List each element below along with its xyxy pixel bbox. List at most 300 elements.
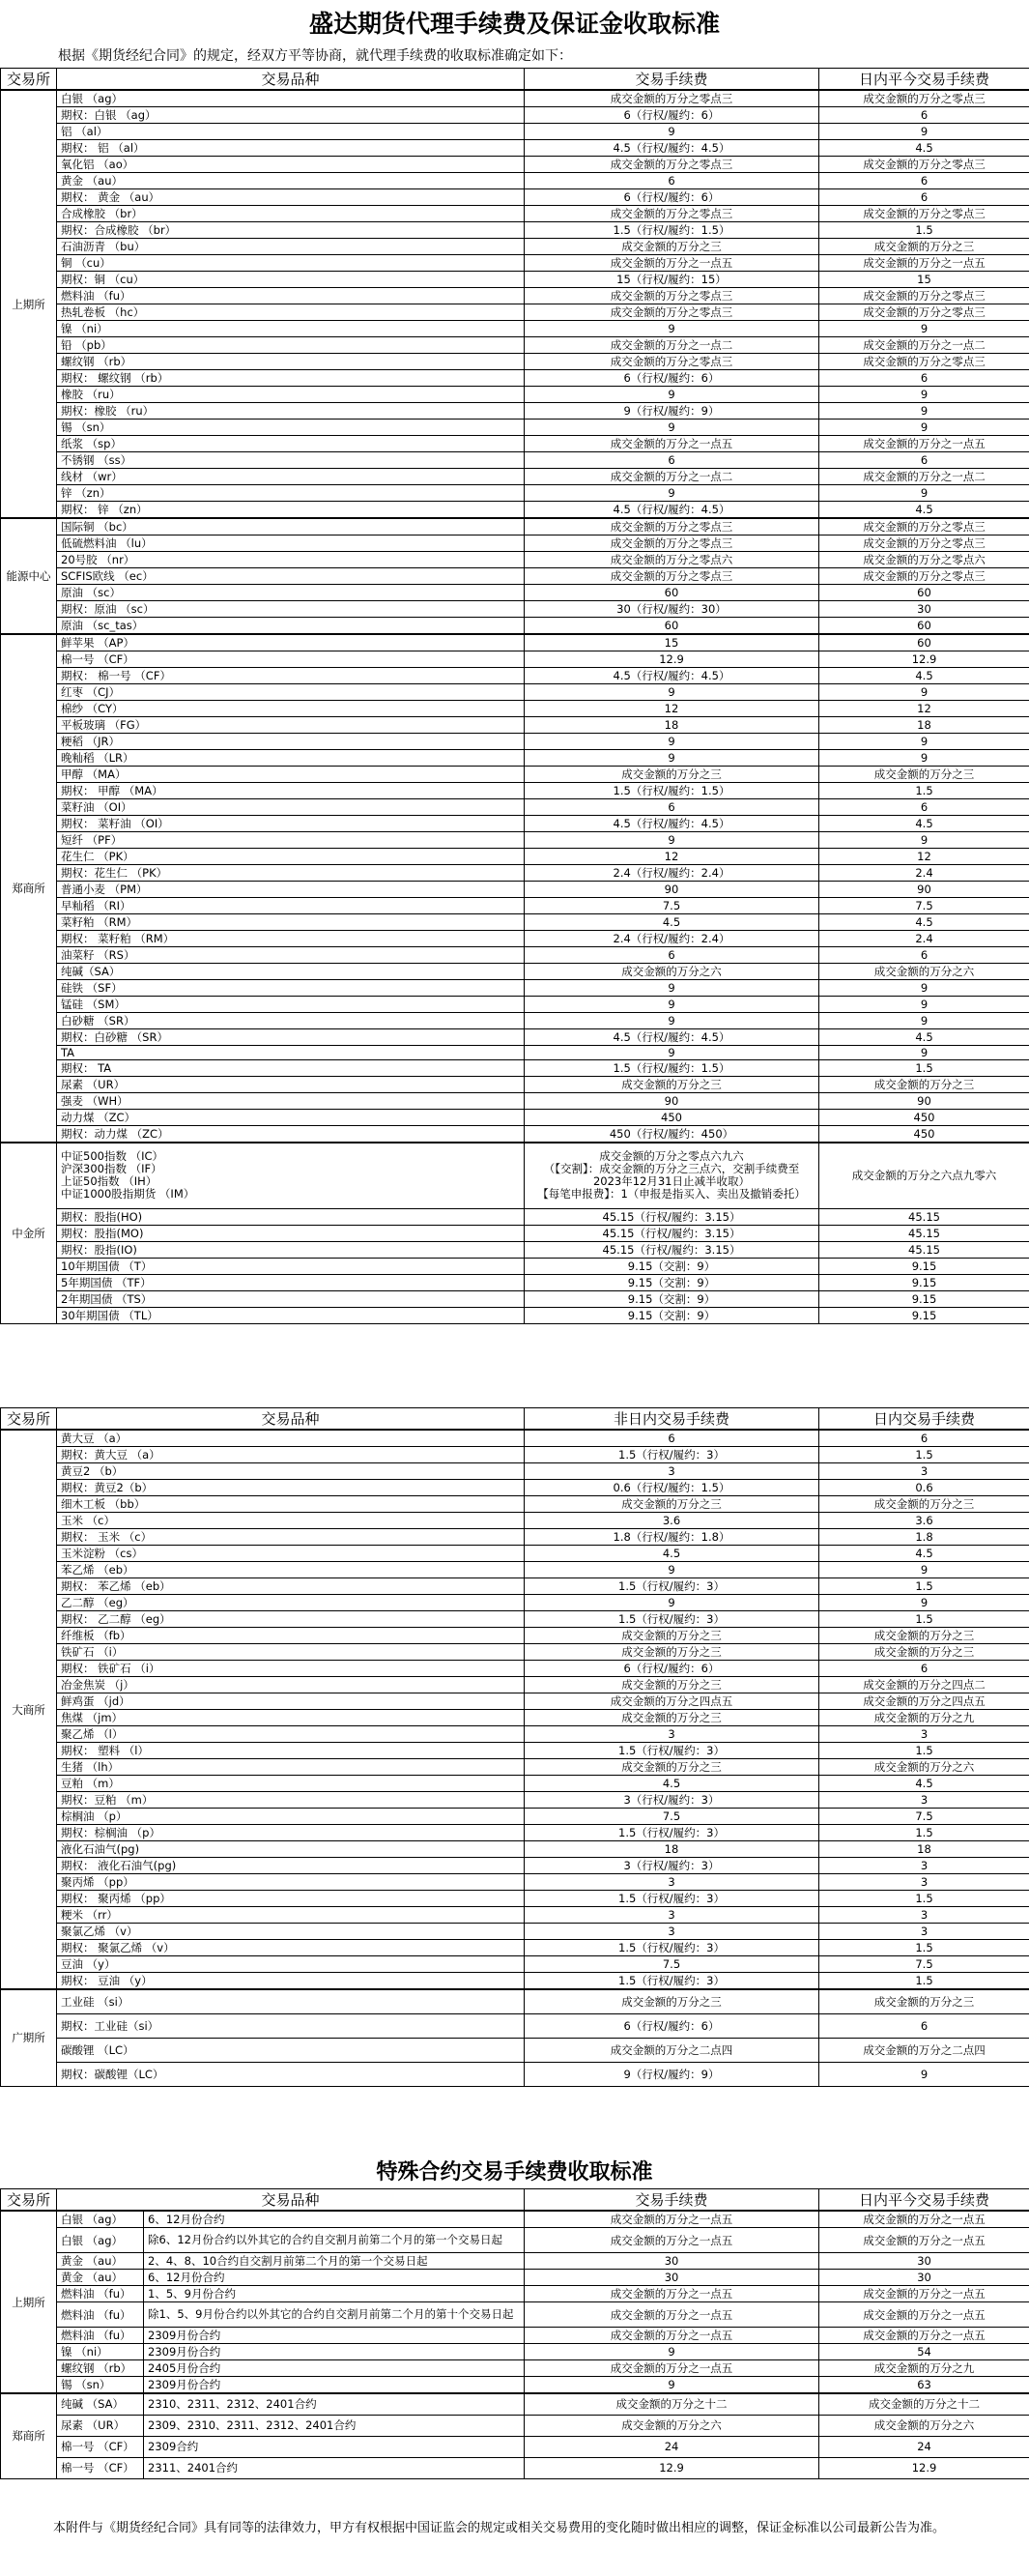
intraday-fee-cell: 成交金额的万分之三	[819, 767, 1029, 783]
intraday-fee-cell: 4.5	[819, 914, 1029, 931]
intraday-fee-cell: 15	[819, 272, 1029, 288]
fee-cell: 9	[525, 485, 819, 502]
fee-row	[1, 2038, 1029, 2062]
variety-cell: 液化石油气(pg)	[57, 1841, 525, 1858]
fee-cell: 15	[525, 634, 819, 651]
fee-row	[1, 403, 1029, 420]
variety-cell: 螺纹钢 （rb）	[57, 354, 525, 370]
variety-cell: 纸浆 （sp）	[57, 436, 525, 452]
variety-cell: 乙二醇 （eg）	[57, 1595, 525, 1611]
fee-cell: 6	[525, 1430, 819, 1447]
fee-cell: 30	[525, 2270, 819, 2286]
intraday-fee-cell: 24	[819, 2436, 1029, 2457]
variety-cell: 低硫燃料油 （lu）	[57, 535, 525, 552]
fee-cell: 12.9	[525, 2457, 819, 2478]
variety-cell: 白银 （ag）	[57, 90, 525, 107]
variety-cell: 线材 （wr）	[57, 469, 525, 485]
variety-cell: 粳米 （rr）	[57, 1907, 525, 1924]
fee-row	[1, 2436, 1029, 2457]
variety-cell: 棉一号 （CF）	[57, 2457, 144, 2478]
variety-line: 上证50指数 （IH）	[61, 1174, 157, 1189]
variety-line: 沪深300指数 （IF）	[61, 1162, 162, 1176]
fee-cell: 成交金额的万分之一点五	[525, 255, 819, 272]
variety-cell: 聚乙烯 （l）	[57, 1726, 525, 1743]
fee-row	[1, 717, 1029, 734]
variety-cell: 鲜鸡蛋 （jd）	[57, 1693, 525, 1710]
intraday-fee-cell: 18	[819, 717, 1029, 734]
exchange-cell: 郑商所	[1, 634, 57, 1143]
variety-cell: 期权： 棉一号 （CF）	[57, 668, 525, 684]
fee-cell: 4.5（行权/履约：4.5）	[525, 140, 819, 157]
fee-cell: 9	[525, 1046, 819, 1060]
fee-cell: 成交金额的万分之一点五	[525, 2211, 819, 2228]
fee-row	[1, 370, 1029, 387]
variety-cell: 期权：工业硅（si）	[57, 2013, 525, 2038]
header-row-3	[1, 2189, 1029, 2212]
fee-cell: 6（行权/履约：6）	[525, 2013, 819, 2038]
variety-cell: 白砂糖 （SR）	[57, 1013, 525, 1029]
variety-cell: 国际铜 （bc）	[57, 518, 525, 535]
variety-cell: 硅铁 （SF）	[57, 980, 525, 997]
intraday-fee-cell: 9	[819, 1013, 1029, 1029]
fee-row	[1, 865, 1029, 882]
intraday-fee-cell: 9	[819, 980, 1029, 997]
intraday-fee-cell: 6	[819, 1661, 1029, 1677]
fee-row	[1, 222, 1029, 239]
intraday-fee-cell: 6	[819, 452, 1029, 469]
fee-row	[1, 1776, 1029, 1792]
fee-cell: 4.5（行权/履约：4.5）	[525, 1029, 819, 1046]
fee-cell: 7.5	[525, 1956, 819, 1973]
fee-cell: 6（行权/履约：6）	[525, 370, 819, 387]
variety-cell: TA	[57, 1046, 525, 1060]
variety-cell: 期权： 塑料 （l）	[57, 1743, 525, 1759]
fee-cell: 9.15（交割：9）	[525, 1258, 819, 1274]
fee-row	[1, 1258, 1029, 1274]
intraday-fee-cell: 45.15	[819, 1208, 1029, 1225]
variety-cell: 燃料油 （fu）	[57, 2328, 144, 2344]
page-title: 盛达期货代理手续费及保证金收取标准	[308, 10, 720, 38]
intraday-fee-cell: 4.5	[819, 502, 1029, 519]
variety-cell: 期权： 苯乙烯 （eb）	[57, 1578, 525, 1595]
variety-cell: 锌 （zn）	[57, 485, 525, 502]
variety-cell: 晚籼稻 （LR）	[57, 750, 525, 767]
variety-cell: 期权：豆粕 （m）	[57, 1792, 525, 1809]
intraday-fee-cell: 12.9	[819, 2457, 1029, 2478]
contract-scope-cell: 除1、5、9月份合约以外其它的合约自交割月前第二个月的第十个交易日起	[144, 2302, 525, 2328]
fee-row	[1, 1496, 1029, 1513]
variety-cell: 纯碱（SA）	[57, 964, 525, 980]
fee-cell: 9	[525, 321, 819, 337]
variety-cell: 期权： 铁矿石 （i）	[57, 1661, 525, 1677]
fee-row	[1, 618, 1029, 635]
fee-cell: 9	[525, 1595, 819, 1611]
fee-row	[1, 1628, 1029, 1644]
intraday-fee-cell: 3	[819, 1463, 1029, 1480]
intraday-fee-cell: 60	[819, 634, 1029, 651]
fee-cell: 9	[525, 387, 819, 403]
variety-cell: 期权： 玉米 （c）	[57, 1529, 525, 1546]
intraday-fee-cell: 9	[819, 1046, 1029, 1060]
intraday-fee-cell: 成交金额的万分之三	[819, 1644, 1029, 1661]
fee-row	[1, 1274, 1029, 1290]
fee-cell: 4.5（行权/履约：4.5）	[525, 668, 819, 684]
intraday-fee-cell: 30	[819, 601, 1029, 618]
intraday-fee-cell: 45.15	[819, 1241, 1029, 1258]
intraday-fee-cell: 90	[819, 1093, 1029, 1110]
intraday-fee-cell: 成交金额的万分之零点三	[819, 157, 1029, 173]
variety-cell: 期权： 铝 （al）	[57, 140, 525, 157]
variety-cell: 铁矿石 （i）	[57, 1644, 525, 1661]
fee-cell: 12	[525, 849, 819, 865]
variety-cell: 锡 （sn）	[57, 420, 525, 436]
fee-cell: 6（行权/履约：6）	[525, 1661, 819, 1677]
fee-row	[1, 1907, 1029, 1924]
fee-cell: 450	[525, 1110, 819, 1126]
fee-cell: 1.5（行权/履约：3）	[525, 1825, 819, 1841]
fee-row	[1, 140, 1029, 157]
fee-cell: 9（行权/履约：9）	[525, 403, 819, 420]
variety-cell: 期权：股指(MO)	[57, 1225, 525, 1241]
fee-cell: 0.6（行权/履约：1.5）	[525, 1480, 819, 1496]
variety-cell: 不锈钢 （ss）	[57, 452, 525, 469]
fee-row	[1, 914, 1029, 931]
intraday-fee-cell: 1.5	[819, 1611, 1029, 1628]
exchange-cell: 大商所	[1, 1430, 57, 1989]
fee-cell: 60	[525, 618, 819, 635]
fee-row	[1, 799, 1029, 816]
intraday-fee-cell: 1.8	[819, 1529, 1029, 1546]
fee-row	[1, 2328, 1029, 2344]
variety-cell: 期权：橡胶 （ru）	[57, 403, 525, 420]
contract-scope-cell: 2405月份合约	[144, 2360, 525, 2377]
fee-cell: 3	[525, 1874, 819, 1891]
variety-cell: 豆油 （y）	[57, 1956, 525, 1973]
variety-cell: 期权：铜 （cu）	[57, 272, 525, 288]
variety-cell: SCFIS欧线 （ec）	[57, 568, 525, 585]
fee-row	[1, 1644, 1029, 1661]
fee-row	[1, 321, 1029, 337]
fee-row	[1, 750, 1029, 767]
intraday-fee-cell: 成交金额的万分之四点五	[819, 1693, 1029, 1710]
fee-row	[1, 1447, 1029, 1463]
fee-cell: 3.6	[525, 1513, 819, 1529]
intraday-fee-cell: 成交金额的万分之二点四	[819, 2038, 1029, 2062]
intraday-fee-cell: 30	[819, 2253, 1029, 2270]
fee-cell: 15（行权/履约：15）	[525, 272, 819, 288]
fee-row	[1, 1956, 1029, 1973]
intraday-fee-cell: 7.5	[819, 1956, 1029, 1973]
fee-row	[1, 1743, 1029, 1759]
fee-cell: 6	[525, 947, 819, 964]
exchange-cell: 广期所	[1, 1989, 57, 2086]
variety-cell: 聚氯乙烯 （v）	[57, 1924, 525, 1940]
fee-cell: 7.5	[525, 898, 819, 914]
fee-cell: 9	[525, 2344, 819, 2360]
fee-row	[1, 2302, 1029, 2328]
fee-row	[1, 980, 1029, 997]
exchange-cell: 能源中心	[1, 518, 57, 634]
intraday-fee-cell: 成交金额的万分之一点五	[819, 2228, 1029, 2253]
fee-cell: 成交金额的万分之三	[525, 1628, 819, 1644]
fee-cell: 4.5	[525, 1546, 819, 1562]
variety-cell: 动力煤 （ZC）	[57, 1110, 525, 1126]
variety-cell: 期权：原油 （sc）	[57, 601, 525, 618]
variety-cell: 期权：动力煤 （ZC）	[57, 1126, 525, 1143]
intraday-fee-cell: 4.5	[819, 816, 1029, 832]
variety-cell: 期权：股指(HO)	[57, 1208, 525, 1225]
intraday-fee-cell: 1.5	[819, 1891, 1029, 1907]
fee-row	[1, 2253, 1029, 2270]
header-exchange: 交易所	[1, 2189, 57, 2212]
intraday-fee-cell: 9	[819, 750, 1029, 767]
intraday-fee-cell: 4.5	[819, 1029, 1029, 1046]
variety-cell: 期权：股指(IO)	[57, 1241, 525, 1258]
fee-cell: 9	[525, 1562, 819, 1578]
stock-index-row	[1, 1143, 1029, 1208]
fee-cell: 成交金额的万分之三	[525, 1644, 819, 1661]
fee-row	[1, 816, 1029, 832]
fee-row	[1, 1710, 1029, 1726]
variety-cell: 期权： 聚丙烯 （pp）	[57, 1891, 525, 1907]
variety-cell: 黄大豆 （a）	[57, 1430, 525, 1447]
intraday-fee-cell: 4.5	[819, 1776, 1029, 1792]
fee-cell: 成交金额的万分之零点三	[525, 206, 819, 222]
variety-cell: 白银 （ag）	[57, 2228, 144, 2253]
intraday-fee-cell: 成交金额的万分之零点三	[819, 518, 1029, 535]
contract-scope-cell: 2309月份合约	[144, 2328, 525, 2344]
intraday-fee-cell: 成交金额的万分之零点三	[819, 90, 1029, 107]
variety-cell: 期权： 菜籽粕 （RM）	[57, 931, 525, 947]
fee-cell: 4.5（行权/履约：4.5）	[525, 816, 819, 832]
variety-cell: 期权： 黄金 （au）	[57, 189, 525, 206]
fee-cell: 1.8（行权/履约：1.8）	[525, 1529, 819, 1546]
variety-cell: 棕榈油 （p）	[57, 1809, 525, 1825]
variety-cell: 碳酸锂 （LC）	[57, 2038, 525, 2062]
intraday-fee-cell: 7.5	[819, 1809, 1029, 1825]
fee-row	[1, 1529, 1029, 1546]
variety-cell: 期权： 乙二醇 （eg）	[57, 1611, 525, 1628]
fee-row	[1, 1924, 1029, 1940]
fee-cell: 成交金额的万分之三	[525, 1677, 819, 1693]
fee-row	[1, 420, 1029, 436]
variety-cell: 焦煤 （jm）	[57, 1710, 525, 1726]
intraday-fee-cell: 成交金额的万分之一点五	[819, 2328, 1029, 2344]
intraday-fee-cell: 成交金额的万分之一点二	[819, 337, 1029, 354]
contract-scope-cell: 2309月份合约	[144, 2377, 525, 2394]
variety-cell: 铝 （al）	[57, 124, 525, 140]
variety-cell: 玉米淀粉 （cs）	[57, 1546, 525, 1562]
intraday-fee-cell: 6	[819, 799, 1029, 816]
variety-cell: 油菜籽 （RS）	[57, 947, 525, 964]
intraday-fee-cell: 1.5	[819, 1973, 1029, 1990]
fee-cell: 1.5（行权/履约：3）	[525, 1891, 819, 1907]
header-fee: 交易手续费	[525, 69, 819, 91]
fee-cell: 成交金额的万分之一点五	[525, 2228, 819, 2253]
special-contracts-title: 特殊合约交易手续费收取标准	[376, 2159, 653, 2185]
variety-cell: 10年期国债 （T）	[57, 1258, 525, 1274]
intraday-fee-cell: 1.5	[819, 222, 1029, 239]
intraday-fee-cell: 3.6	[819, 1513, 1029, 1529]
intraday-fee-cell: 成交金额的万分之九	[819, 1710, 1029, 1726]
fee-cell: 9	[525, 832, 819, 849]
fee-cell: 成交金额的万分之三	[525, 1077, 819, 1093]
variety-cell: 锰硅 （SM）	[57, 997, 525, 1013]
fee-cell: 成交金额的万分之零点六	[525, 552, 819, 568]
intraday-fee-cell: 3	[819, 1858, 1029, 1874]
fee-row	[1, 1093, 1029, 1110]
fee-row	[1, 634, 1029, 651]
fee-cell: 9	[525, 750, 819, 767]
intraday-fee-cell: 9	[819, 997, 1029, 1013]
intraday-fee-cell: 60	[819, 618, 1029, 635]
intraday-fee-cell: 4.5	[819, 140, 1029, 157]
intraday-fee-cell: 成交金额的万分之一点二	[819, 469, 1029, 485]
exchange-cell: 中金所	[1, 1143, 57, 1323]
intraday-fee-cell: 2.4	[819, 931, 1029, 947]
fee-cell: 9	[525, 1013, 819, 1029]
intraday-fee-cell: 1.5	[819, 1578, 1029, 1595]
fee-row	[1, 783, 1029, 799]
intro-text: 根据《期货经纪合同》的规定，经双方平等协商，就代理手续费的收取标准确定如下：	[58, 48, 572, 64]
variety-cell: 豆粕 （m）	[57, 1776, 525, 1792]
fee-cell: 1.5（行权/履约：1.5）	[525, 222, 819, 239]
intraday-fee-cell: 12	[819, 849, 1029, 865]
fee-cell: 成交金额的万分之二点四	[525, 2038, 819, 2062]
fee-cell: 成交金额的万分之一点五	[525, 2286, 819, 2302]
variety-cell: 5年期国债 （TF）	[57, 1274, 525, 1290]
variety-cell: 花生仁 （PK）	[57, 849, 525, 865]
fee-cell: 1.5（行权/履约：3）	[525, 1447, 819, 1463]
fee-cell: 1.5（行权/履约：1.5）	[525, 1060, 819, 1077]
variety-cell: 菜籽粕 （RM）	[57, 914, 525, 931]
fee-cell: 3	[525, 1924, 819, 1940]
contract-scope-cell: 6、12月份合约	[144, 2270, 525, 2286]
variety-cell: 期权：花生仁 （PK）	[57, 865, 525, 882]
fee-cell: 1.5（行权/履约：3）	[525, 1940, 819, 1956]
fee-row	[1, 1595, 1029, 1611]
contract-scope-cell: 1、5、9月份合约	[144, 2286, 525, 2302]
variety-cell: 强麦 （WH）	[57, 1093, 525, 1110]
fee-row	[1, 1430, 1029, 1447]
variety-cell: 玉米 （c）	[57, 1513, 525, 1529]
fee-cell: 成交金额的万分之三	[525, 239, 819, 255]
fee-table-part2	[0, 1407, 1029, 2087]
intraday-fee-cell: 成交金额的万分之零点三	[819, 568, 1029, 585]
intraday-fee-cell: 54	[819, 2344, 1029, 2360]
variety-cell: 螺纹钢 （rb）	[57, 2360, 144, 2377]
variety-cell: 期权： 菜籽油 （OI）	[57, 816, 525, 832]
fee-cell: 30（行权/履约：30）	[525, 601, 819, 618]
header-intraday-fee: 日内交易手续费	[819, 1408, 1029, 1431]
fee-row	[1, 2344, 1029, 2360]
variety-cell: 短纤 （PF）	[57, 832, 525, 849]
fee-cell: 1.5（行权/履约：1.5）	[525, 783, 819, 799]
contract-scope-cell: 2、4、8、10合约自交割月前第二个月的第一个交易日起	[144, 2253, 525, 2270]
fee-cell: 7.5	[525, 1809, 819, 1825]
fee-cell: 成交金额的万分之一点二	[525, 469, 819, 485]
variety-cell: 粳稻 （JR）	[57, 734, 525, 750]
header-variety: 交易品种	[57, 2189, 525, 2212]
fee-row	[1, 304, 1029, 321]
fee-cell: 3（行权/履约：3）	[525, 1792, 819, 1809]
intraday-fee-cell: 成交金额的万分之三	[819, 1077, 1029, 1093]
fee-cell: 成交金额的万分之十二	[525, 2393, 819, 2415]
fee-row	[1, 1891, 1029, 1907]
fee-cell: 3	[525, 1463, 819, 1480]
fee-cell: 24	[525, 2436, 819, 2457]
variety-cell: 燃料油 （fu）	[57, 288, 525, 304]
fee-row	[1, 1940, 1029, 1956]
variety-cell: 棉纱 （CY）	[57, 701, 525, 717]
variety-cell: 菜籽油 （OI）	[57, 799, 525, 816]
fee-row	[1, 535, 1029, 552]
fee-cell: 成交金额的万分之六	[525, 2415, 819, 2436]
intraday-fee-cell: 3	[819, 1907, 1029, 1924]
fee-row	[1, 2393, 1029, 2415]
fee-line: 【每笔申报费】：1（申报是指买入、卖出及撤销委托）	[537, 1187, 806, 1201]
fee-row	[1, 684, 1029, 701]
variety-cell: 平板玻璃 （FG）	[57, 717, 525, 734]
variety-cell: 工业硅 （si）	[57, 1989, 525, 2013]
fee-cell: 12	[525, 701, 819, 717]
variety-cell: 尿素 （UR）	[57, 2415, 144, 2436]
intraday-fee-cell: 9	[819, 2062, 1029, 2086]
intraday-fee-cell: 成交金额的万分之一点五	[819, 2286, 1029, 2302]
intraday-fee-cell: 9	[819, 832, 1029, 849]
variety-cell: 尿素 （UR）	[57, 1077, 525, 1093]
fee-row	[1, 849, 1029, 865]
intraday-fee-cell: 12.9	[819, 651, 1029, 668]
fee-cell: 45.15（行权/履约：3.15）	[525, 1241, 819, 1258]
intraday-fee-cell: 成交金额的万分之一点五	[819, 255, 1029, 272]
fee-row	[1, 1110, 1029, 1126]
variety-cell: 锡 （sn）	[57, 2377, 144, 2394]
variety-cell: 棉一号 （CF）	[57, 2436, 144, 2457]
fee-row	[1, 2457, 1029, 2478]
fee-cell	[525, 1143, 819, 1208]
fee-cell: 6（行权/履约：6）	[525, 189, 819, 206]
variety-cell: 期权： 螺纹钢 （rb）	[57, 370, 525, 387]
fee-cell: 1.5（行权/履约：3）	[525, 1743, 819, 1759]
header-exchange: 交易所	[1, 69, 57, 91]
intraday-fee-cell: 6	[819, 1430, 1029, 1447]
fee-row	[1, 1841, 1029, 1858]
intraday-fee-cell: 1.5	[819, 783, 1029, 799]
fee-row	[1, 173, 1029, 189]
fee-row	[1, 272, 1029, 288]
fee-row	[1, 452, 1029, 469]
fee-row	[1, 568, 1029, 585]
footnote: 本附件与《期货经纪合同》具有同等的法律效力，甲方有权根据中国证监会的规定或相关交易费用的变化随时做出相应的调整，保证金标准以公司最新公告为准。	[53, 2521, 946, 2535]
header-intraday-fee: 日内平今交易手续费	[819, 69, 1029, 91]
fee-cell: 90	[525, 882, 819, 898]
intraday-fee-cell: 成交金额的万分之零点三	[819, 288, 1029, 304]
intraday-fee-cell: 2.4	[819, 865, 1029, 882]
exchange-cell: 上期所	[1, 90, 57, 518]
fee-cell: 成交金额的万分之三	[525, 1759, 819, 1776]
variety-cell: 期权： TA	[57, 1060, 525, 1077]
variety-cell: 黄金 （au）	[57, 2253, 144, 2270]
variety-cell: 期权： 锌 （zn）	[57, 502, 525, 519]
contract-scope-cell: 除6、12月份合约以外其它的合约自交割月前第二个月的第一个交易日起	[144, 2228, 525, 2253]
variety-cell: 燃料油 （fu）	[57, 2302, 144, 2328]
fee-row	[1, 288, 1029, 304]
fee-cell: 成交金额的万分之零点三	[525, 304, 819, 321]
fee-cell: 2.4（行权/履约：2.4）	[525, 931, 819, 947]
fee-row	[1, 1060, 1029, 1077]
fee-row	[1, 124, 1029, 140]
